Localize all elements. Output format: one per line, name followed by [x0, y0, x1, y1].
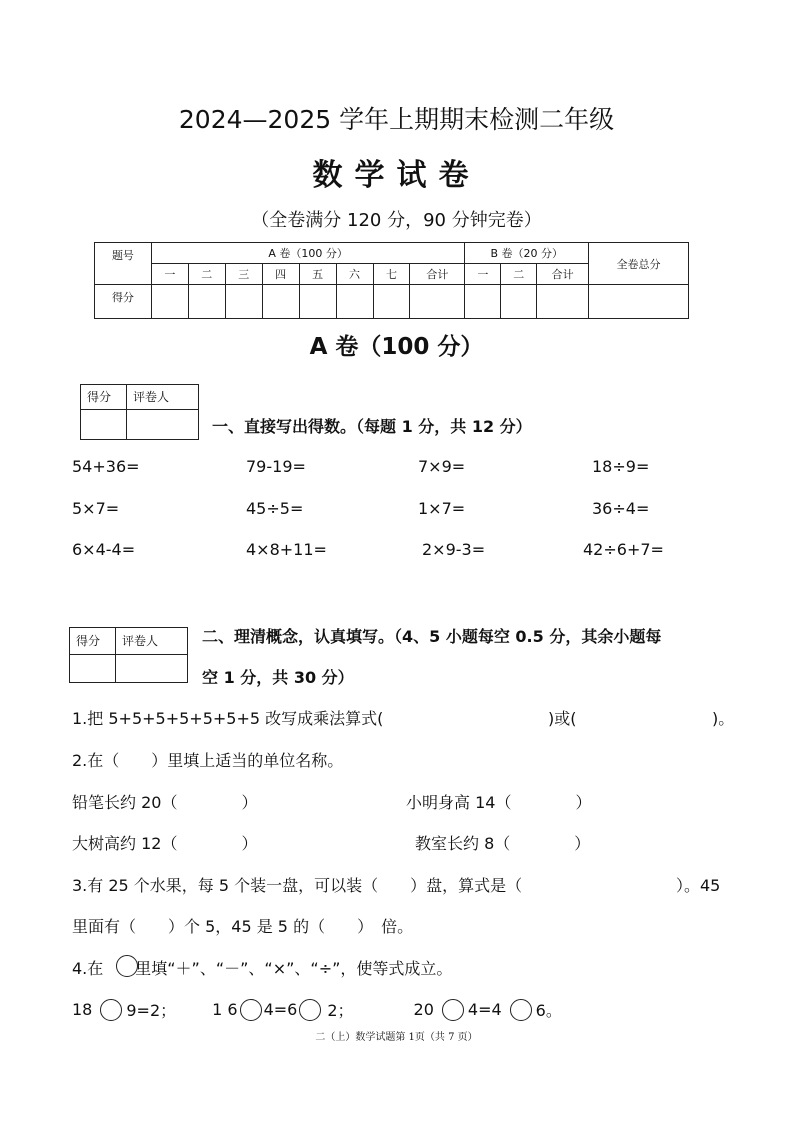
- grader-name-label: 评卷人: [127, 385, 199, 410]
- total-header: 全卷总分: [589, 243, 689, 285]
- score-cell: [373, 285, 410, 319]
- exam-subject: 数学试卷: [312, 158, 481, 193]
- arith-item: 54+36=: [72, 457, 140, 476]
- q4-2-mid: 4=6: [263, 1000, 298, 1019]
- q2-room: 教室长约 8（ ）: [415, 834, 591, 853]
- operator-circle-icon[interactable]: [299, 999, 321, 1021]
- q4-1-left: 18: [72, 1000, 93, 1019]
- q3-part-a: 3.有 25 个水果，每 5 个装一盘，可以装（ ）盘，算式是（: [72, 876, 523, 895]
- score-cell: [501, 285, 537, 319]
- grader-score-label: 得分: [70, 628, 116, 655]
- part1-heading: 一、直接写出得数。（每题 1 分，共 12 分）: [212, 417, 532, 436]
- q4-3-right: 6。: [535, 1001, 562, 1020]
- exam-note: （全卷满分 120 分，90 分钟完卷）: [251, 210, 542, 231]
- q2-pencil: 铅笔长约 20（ ）: [72, 793, 258, 812]
- score-table: [94, 242, 689, 319]
- q1-part-a: 1.把 5+5+5+5+5+5+5 改写成乘法算式(: [72, 709, 384, 728]
- label-question: 题号: [95, 243, 152, 285]
- a-col-total: 合计: [410, 264, 465, 285]
- q4-expression-row: [72, 998, 562, 1021]
- grader-box-1: [80, 384, 199, 440]
- a-col: 一: [151, 264, 188, 285]
- q4-1-right: 9=2；: [126, 1001, 177, 1020]
- q2-ming: 小明身高 14（ ）: [406, 793, 592, 812]
- q4-2-left: 1 6: [212, 1000, 238, 1019]
- arith-item: 2×9-3=: [422, 540, 486, 559]
- grader-box-2: [69, 627, 188, 683]
- score-cell: [225, 285, 262, 319]
- q4-3-mid: 4=4: [467, 1000, 502, 1019]
- a-col: 二: [188, 264, 225, 285]
- score-cell: [410, 285, 465, 319]
- q4-text: 4.在 里填“＋”、“－”、“×”、“÷”，使等式成立。: [72, 959, 453, 978]
- operator-circle-icon[interactable]: [100, 999, 122, 1021]
- q2-text: 2.在（ ）里填上适当的单位名称。: [72, 751, 344, 770]
- score-cell: [299, 285, 336, 319]
- arith-item: 5×7=: [72, 499, 120, 518]
- q1-part-b: )或(: [548, 709, 577, 728]
- arith-item: 4×8+11=: [246, 540, 327, 559]
- a-group-header: A 卷（100 分）: [151, 243, 464, 264]
- page-footer: 二（上）数学试题第 1页（共 7 页）: [315, 1032, 478, 1043]
- a-col: 四: [262, 264, 299, 285]
- operator-circle-icon[interactable]: [240, 999, 262, 1021]
- q3-part-b: ）。45: [676, 876, 721, 895]
- score-cell: [589, 285, 689, 319]
- arith-item: 42÷6+7=: [583, 540, 664, 559]
- grader-score-cell: [70, 655, 116, 683]
- a-col: 六: [336, 264, 373, 285]
- q4-2-right: 2；: [327, 1001, 354, 1020]
- q2-tree: 大树高约 12（ ）: [72, 834, 258, 853]
- arith-item: 45÷5=: [246, 499, 304, 518]
- score-cell: [262, 285, 299, 319]
- q3-line2: 里面有（ ）个 5，45 是 5 的（ ） 倍。: [72, 917, 414, 936]
- operator-circle-icon[interactable]: [510, 999, 532, 1021]
- grader-name-cell: [127, 410, 199, 440]
- grader-name-cell: [116, 655, 188, 683]
- a-col: 三: [225, 264, 262, 285]
- grader-name-label: 评卷人: [116, 628, 188, 655]
- q4-3-left: 20: [413, 1000, 434, 1019]
- exam-title: 2024—2025 学年上期期末检测二年级: [178, 105, 615, 134]
- score-cell: [336, 285, 373, 319]
- arith-item: 7×9=: [418, 457, 466, 476]
- score-cell: [537, 285, 589, 319]
- b-col: 二: [501, 264, 537, 285]
- arith-item: 18÷9=: [592, 457, 650, 476]
- q1-part-c: )。: [712, 709, 735, 728]
- score-cell: [465, 285, 501, 319]
- a-col: 七: [373, 264, 410, 285]
- a-col: 五: [299, 264, 336, 285]
- score-cell: [188, 285, 225, 319]
- part2-heading-line2: 空 1 分，共 30 分）: [202, 668, 354, 687]
- arith-item: 79-19=: [246, 457, 306, 476]
- score-cell: [151, 285, 188, 319]
- section-a-title: A 卷（100 分）: [309, 334, 484, 360]
- part2-heading-line1: 二、理清概念，认真填写。（4、5 小题每空 0.5 分，其余小题每: [202, 627, 662, 646]
- grader-score-cell: [81, 410, 127, 440]
- arith-item: 1×7=: [418, 499, 466, 518]
- b-col-total: 合计: [537, 264, 589, 285]
- q4-circle-sample-icon: [116, 955, 138, 977]
- b-col: 一: [465, 264, 501, 285]
- arith-item: 6×4-4=: [72, 540, 136, 559]
- b-group-header: B 卷（20 分）: [465, 243, 589, 264]
- grader-score-label: 得分: [81, 385, 127, 410]
- label-score: 得分: [95, 285, 152, 319]
- operator-circle-icon[interactable]: [442, 999, 464, 1021]
- arith-item: 36÷4=: [592, 499, 650, 518]
